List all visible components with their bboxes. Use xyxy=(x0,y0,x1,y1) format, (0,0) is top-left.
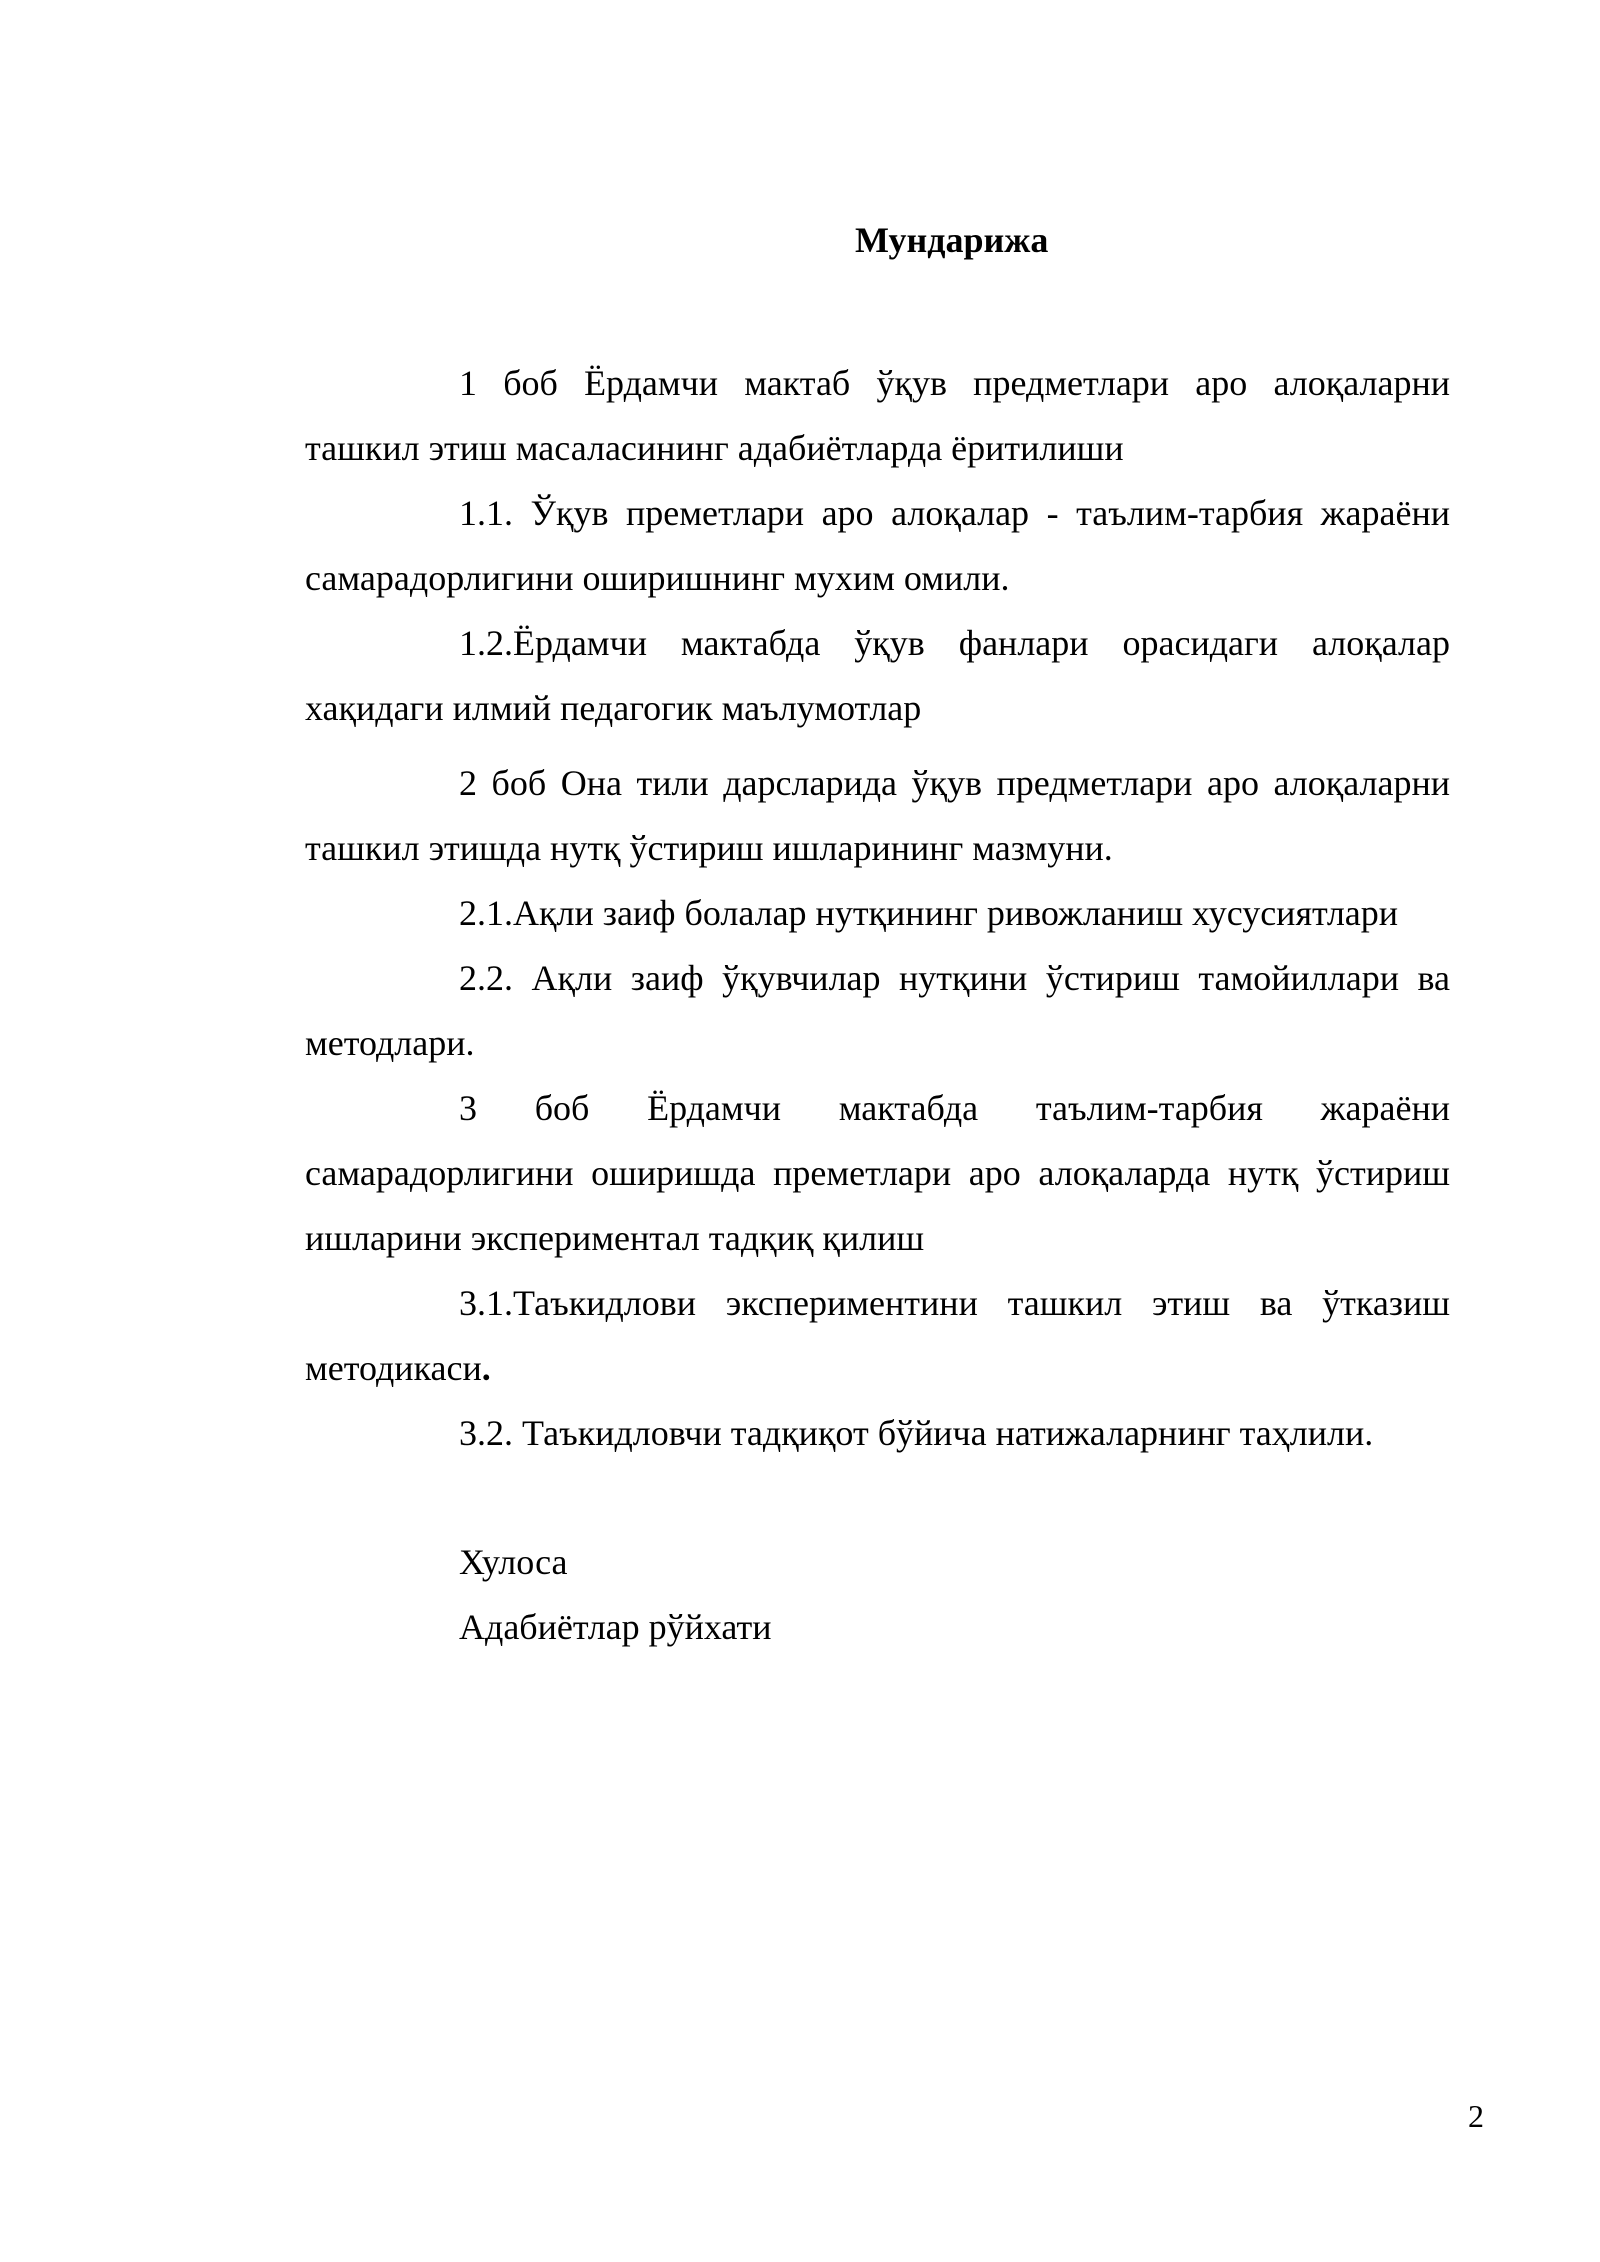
toc-back-matter xyxy=(305,1530,1450,1660)
toc-entry-1-1: 1.1. Ўқув преметлари аро алоқалар - таълим-тарбия жараёни самарадорлигини оширишнинг мухим омили. xyxy=(305,493,1450,598)
toc-entry-1-2: 1.2.Ёрдамчи мактабда ўқув фанлари орасидаги алоқалар хақидаги илмий педагогик маълумотлар xyxy=(305,623,1450,728)
toc-entry-2-2: 2.2. Ақли заиф ўқувчилар нутқини ўстириш тамойиллари ва методлари. xyxy=(305,958,1450,1063)
toc-entry-conclusion: Хулоса xyxy=(459,1542,568,1582)
title-text: Мундарижа xyxy=(855,220,1049,260)
page-number: 2 xyxy=(1468,2098,1484,2134)
toc-entry-3-2: 3.2. Таъкидловчи тадқиқот бўйича натижаларнинг таҳлили. xyxy=(459,1413,1374,1453)
toc-entry-3-1-text: 3.1.Таъкидлови экспериментини ташкил этиш ва ўтказиш методикаси xyxy=(305,1283,1450,1388)
toc-entry-3-1-period: . xyxy=(481,1348,491,1388)
toc-entry-chapter-2: 2 боб Она тили дарсларида ўқув предметлари аро алоқаларни ташкил этишда нутқ ўстириш ишларининг мазмуни. xyxy=(305,763,1450,868)
toc-entry-references: Адабиётлар рўйхати xyxy=(459,1607,772,1647)
page-title xyxy=(0,214,1600,266)
toc-entry-chapter-1: 1 боб Ёрдамчи мактаб ўқув предметлари аро алоқаларни ташкил этиш масаласининг адабиётларда ёритилиши xyxy=(305,363,1450,468)
toc-entry-chapter-3: 3 боб Ёрдамчи мактабда таълим-тарбия жараёни самарадорлигини оширишда преметлари аро алоқаларда нутқ ўстириш ишларини экспериментал тадқиқ қилиш xyxy=(305,1088,1450,1258)
toc-entry-3-1 xyxy=(305,1271,1450,1401)
toc-entry-2-1: 2.1.Ақли заиф болалар нутқининг ривожланиш хусусиятлари xyxy=(459,893,1399,933)
table-of-contents xyxy=(305,351,1450,1660)
